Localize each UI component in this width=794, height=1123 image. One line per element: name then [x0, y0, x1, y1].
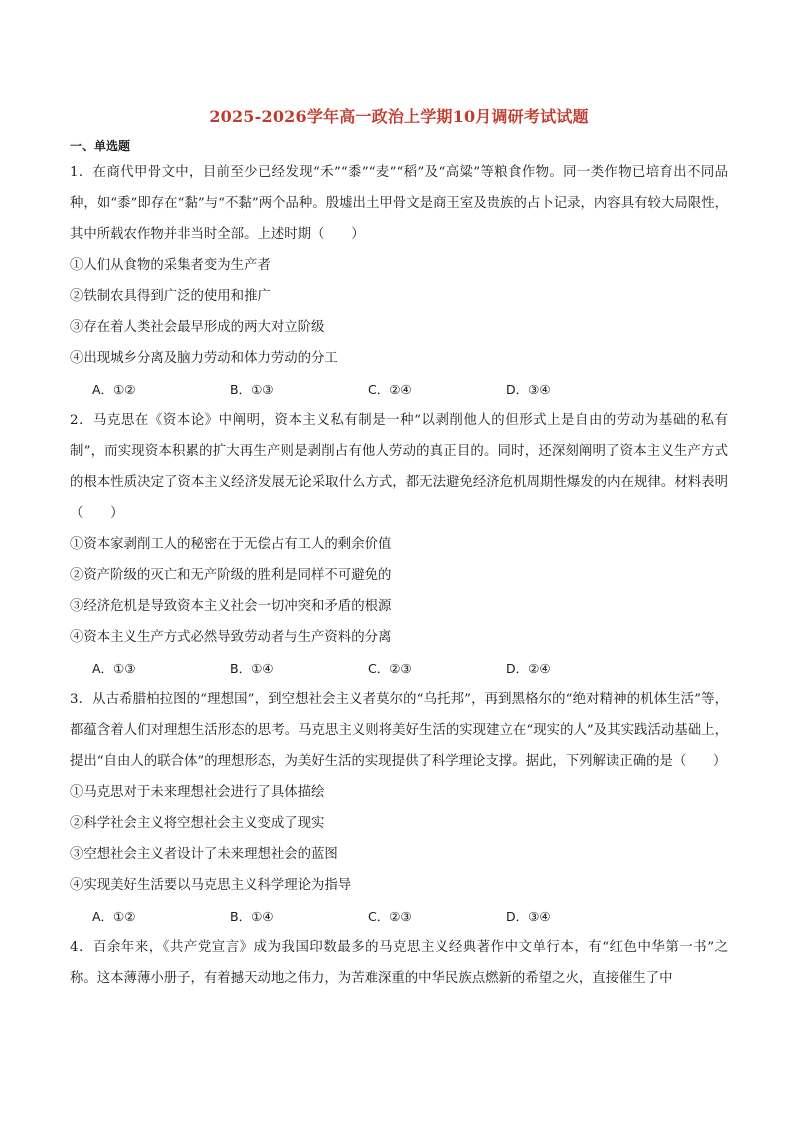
- answer-choices: [70, 374, 728, 405]
- statement-option: ④实现美好生活要以马克思主义科学理论为指导: [70, 878, 352, 893]
- choice-b: B．①④: [230, 909, 274, 924]
- choice-b: B．①③: [230, 382, 274, 397]
- statement-option: ④资本主义生产方式必然导致劳动者与生产资料的分离: [70, 630, 392, 645]
- question-stem: 3．从古希腊柏拉图的“理想国”，到空想社会主义者莫尔的“乌托邦”，再到黑格尔的“绝对精神的机体生活”等，都蕴含着人们对理想生活形态的思考。马克思主义则将美好生活的实现建立在“现实的人”及其实践活动基础上，提出“自由人的联合体”的理想形态，为美好生活的实现提供了科学理论支撑。据此，下列解读正确的是（ ）: [70, 692, 728, 769]
- exam-title: 2025-2026学年高一政治上学期10月调研考试试题: [209, 107, 589, 126]
- choice-b: B．①④: [230, 661, 274, 676]
- choice-d: D．③④: [506, 909, 551, 924]
- statement-option: ②铁制农具得到广泛的使用和推广: [70, 289, 271, 304]
- choice-c: C．②③: [368, 909, 412, 924]
- question-1: [70, 157, 728, 405]
- choice-c: C．②③: [368, 661, 412, 676]
- answer-choices: [70, 901, 728, 932]
- statement-option: ①资本家剥削工人的秘密在于无偿占有工人的剩余价值: [70, 537, 392, 552]
- question-3: [70, 684, 728, 932]
- statement-option: ④出现城乡分离及脑力劳动和体力劳动的分工: [70, 351, 338, 366]
- statement-option: ①马克思对于未来理想社会进行了具体描绘: [70, 785, 325, 800]
- choice-a: A．①②: [92, 909, 136, 924]
- question-2: [70, 405, 728, 684]
- statement-option: ③空想社会主义者设计了未来理想社会的蓝图: [70, 847, 338, 862]
- choice-a: A．①②: [92, 382, 136, 397]
- question-stem: 1．在商代甲骨文中，目前至少已经发现“禾”“黍”“麦”“稻”及“高粱”等粮食作物。同一类作物已培育出不同品种，如“黍”即存在“黏”与“不黏”两个品种。殷墟出土甲骨文是商王室及贵族的占卜记录，内容具有较大局限性，其中所载农作物并非当时全部。上述时期（ ）: [70, 165, 728, 242]
- section-heading: 一、单选题: [70, 139, 131, 153]
- answer-choices: [70, 653, 728, 684]
- question-4: [70, 932, 728, 994]
- choice-d: D．②④: [506, 661, 551, 676]
- choice-d: D．③④: [506, 382, 551, 397]
- statement-option: ②资产阶级的灭亡和无产阶级的胜利是同样不可避免的: [70, 568, 392, 583]
- choice-a: A．①③: [92, 661, 136, 676]
- question-stem: 4．百余年来，《共产党宣言》成为我国印数最多的马克思主义经典著作中文单行本，有“红色中华第一书”之称。这本薄薄小册子，有着撼天动地之伟力，为苦难深重的中华民族点燃新的希望之火，直接催生了中: [70, 940, 728, 986]
- statement-option: ①人们从食物的采集者变为生产者: [70, 258, 271, 273]
- question-stem: 2．马克思在《资本论》中阐明，资本主义私有制是一种“以剥削他人的但形式上是自由的劳动为基础的私有制”，而实现资本积累的扩大再生产则是剥削占有他人劳动的真正目的。同时，还深刻阐明了资本主义生产方式的根本性质决定了资本主义经济发展无论采取什么方式，都无法避免经济危机周期性爆发的内在规律。材料表明（ ）: [70, 413, 728, 521]
- statement-option: ③经济危机是导致资本主义社会一切冲突和矛盾的根源: [70, 599, 392, 614]
- statement-option: ②科学社会主义将空想社会主义变成了现实: [70, 816, 325, 831]
- statement-option: ③存在着人类社会最早形成的两大对立阶级: [70, 320, 325, 335]
- choice-c: C．②④: [368, 382, 412, 397]
